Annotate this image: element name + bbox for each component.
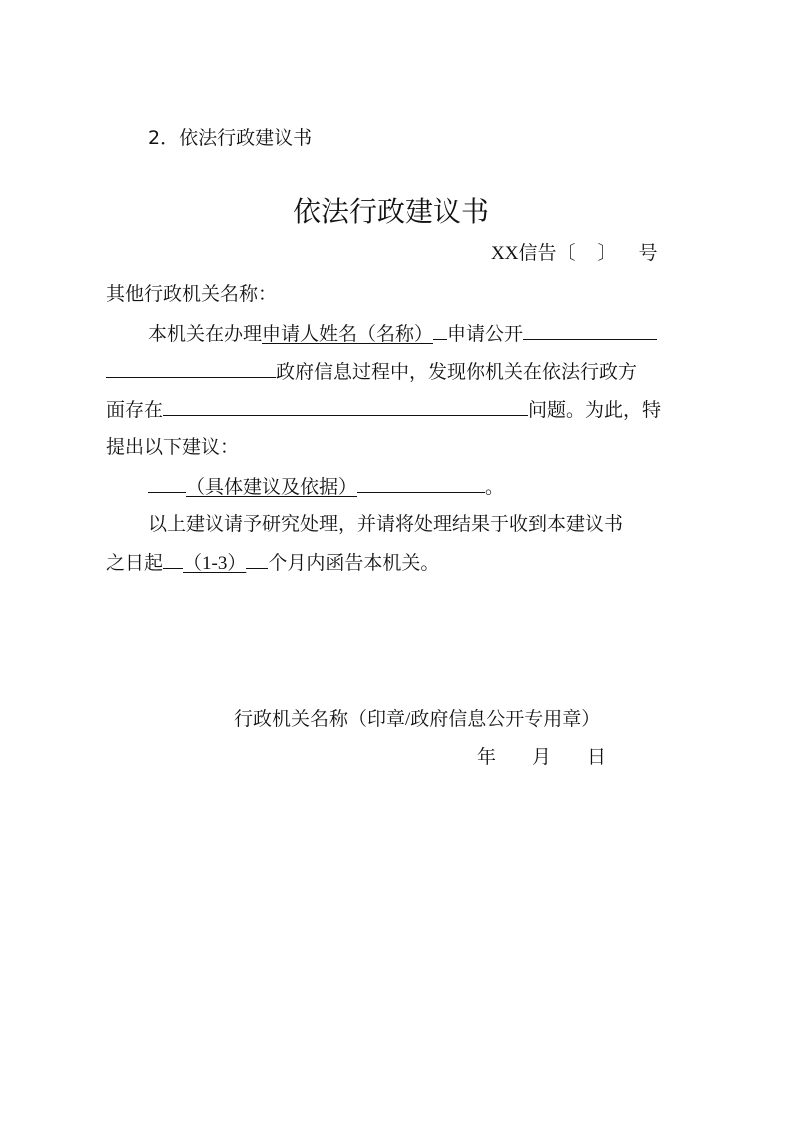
problem-blank — [163, 396, 528, 416]
doc-number-close: 〕 — [597, 242, 617, 264]
suggestion-line — [148, 473, 504, 500]
suggestion-field: （具体建议及依据） — [186, 476, 358, 498]
paragraph1-line2 — [106, 358, 637, 385]
signature-date — [477, 744, 606, 770]
paragraph1-line1 — [148, 320, 657, 347]
doc-number-text: 信告〔 — [518, 242, 576, 264]
para2-line2-lead: 之日起 — [106, 552, 164, 574]
months-field: （1-3） — [183, 553, 247, 574]
date-year: 年 — [477, 746, 497, 768]
signature-org-lead: 行政机关名称（印章 — [234, 708, 406, 730]
section-heading: 2．依法行政建议书 — [148, 127, 313, 149]
paragraph1-line3 — [106, 396, 661, 423]
paragraph2-line2 — [106, 549, 439, 577]
doc-number-suffix: 号 — [638, 242, 658, 264]
applicant-name-field: 申请人姓名（名称） — [262, 323, 434, 345]
info-subject-blank — [523, 320, 657, 340]
para1-line2-text: 政府信息过程中，发现你机关在依法行政方 — [276, 361, 638, 383]
para1-line3-tail: 问题。为此，特 — [528, 399, 662, 421]
paragraph1-line4: 提出以下建议： — [106, 436, 240, 458]
signature-org — [234, 706, 600, 733]
paragraph2-line1: 以上建议请予研究处理，并请将处理结果于收到本建议书 — [148, 513, 624, 535]
suggestion-end: 。 — [485, 476, 505, 498]
doc-number-prefix: XX — [491, 243, 519, 264]
document-title: 依法行政建议书 — [293, 195, 490, 228]
para1-lead: 本机关在办理 — [148, 323, 263, 345]
para2-line2-tail: 个月内函告本机关。 — [268, 552, 440, 574]
addressee-line: 其他行政机关名称： — [106, 283, 278, 305]
date-day: 日 — [587, 746, 607, 768]
signature-slash: / — [405, 709, 411, 730]
para1-line3-lead: 面存在 — [106, 399, 164, 421]
para1-after-applicant: 申请公开 — [447, 323, 524, 345]
info-subject-blank-cont — [106, 358, 276, 378]
signature-org-tail: 政府信息公开专用章） — [410, 708, 601, 730]
suggestion-blank-left — [148, 473, 186, 493]
document-number — [491, 240, 658, 267]
date-month: 月 — [532, 746, 552, 768]
suggestion-blank-right — [357, 473, 485, 493]
